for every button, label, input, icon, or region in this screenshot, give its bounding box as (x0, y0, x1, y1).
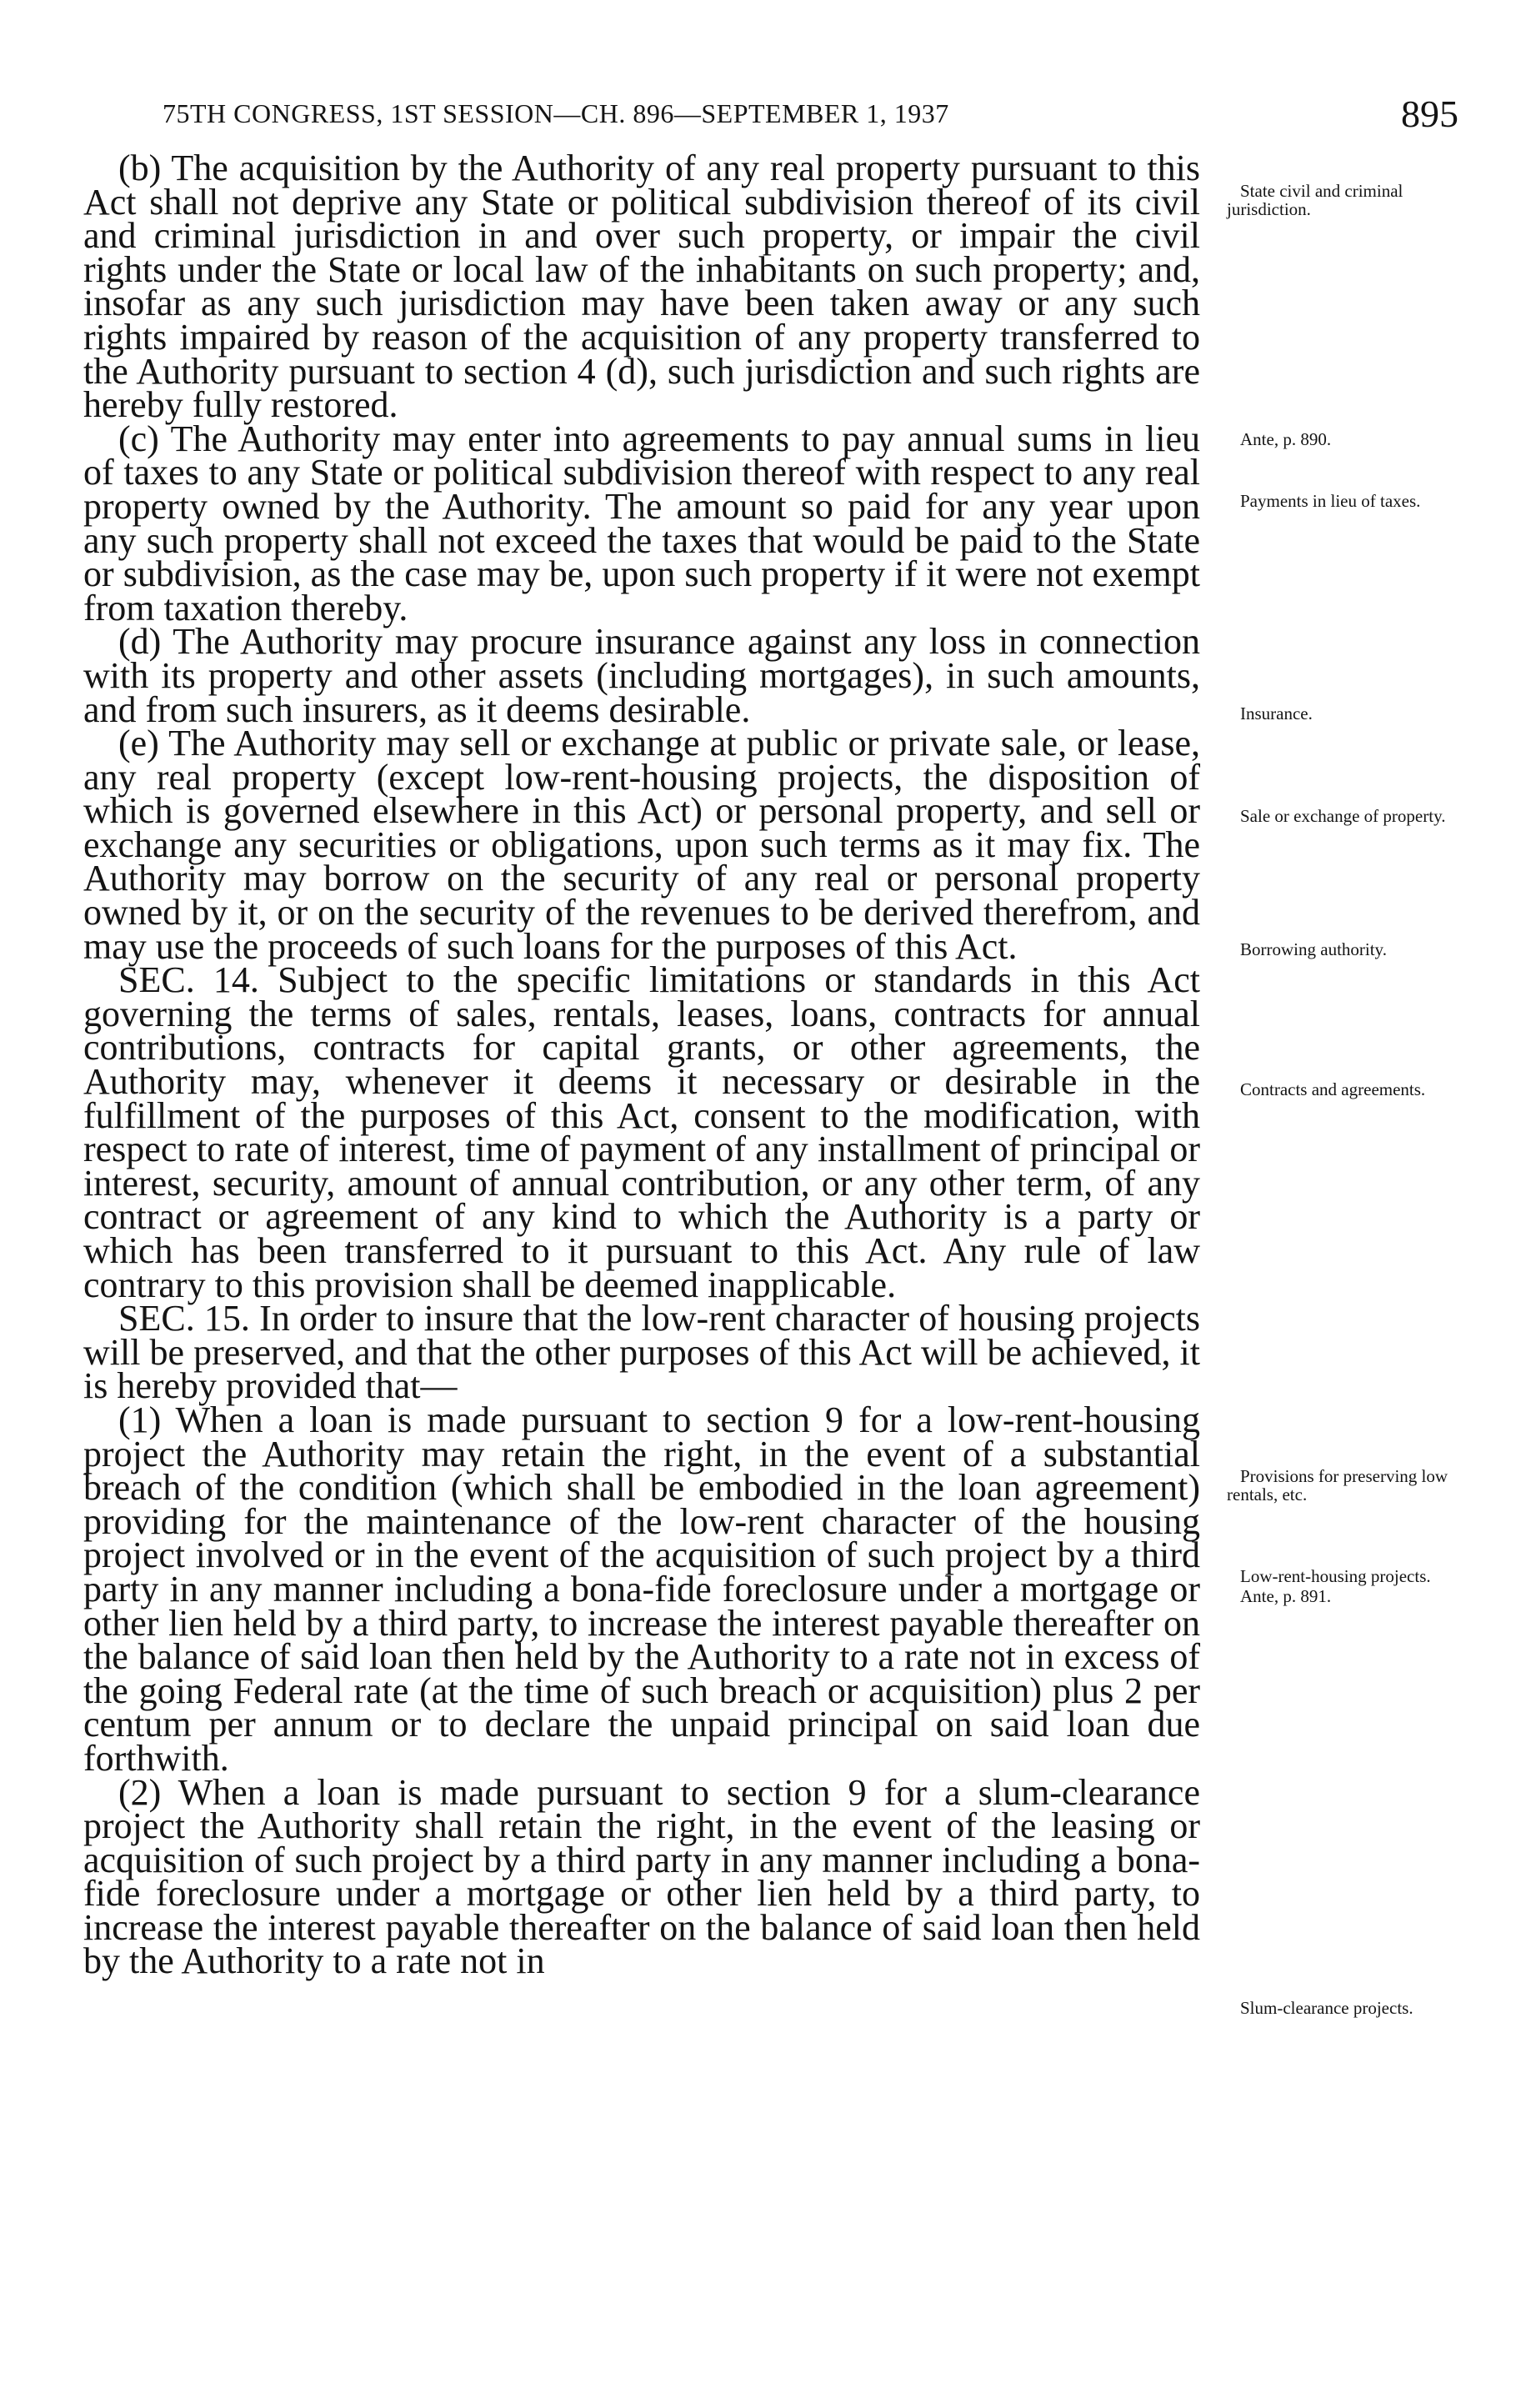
margin-note: State civil and criminal jurisdiction. (1227, 181, 1403, 219)
paragraph-15-2: (2) When a loan is made pursuant to section 9 for a slum-clearance project the Authority shall retain the right, in the event of the leasing or acquisition of such project by a third party in any manner including a bona-fide foreclosure under a mortgage or other lien held by a third party, to increase the interest payable thereafter on the balance of said loan then held by the Authority to a rate not in (83, 1771, 1200, 1982)
margin-note: Slum-clearance projects. (1240, 1998, 1413, 2018)
margin-note: Contracts and agreements. (1240, 1079, 1426, 1099)
margin-note-ref: Ante, p. 891. (1240, 1586, 1332, 1606)
margin-note: Low-rent-housing projects. (1240, 1566, 1431, 1586)
margin-notes (1227, 0, 1477, 2408)
paragraph-13e: (e) The Authority may sell or exchange at public or private sale, or lease, any real property (except low-rent-housing projects, the disposition of which is governed elsewhere in this Act) or personal property, and sell or exchange any securities or obligations, upon such terms as it may fix. The Authority may borrow on the security of any real or personal property owned by it, or on the security of the revenues to be derived therefrom, and may use the proceeds of such loans for the purposes of this Act. (83, 723, 1200, 967)
paragraph-13b: (b) The acquisition by the Authority of any real property pursuant to this Act shall not deprive any State or political subdivision thereof of its civil and criminal jurisdiction in and over such property, or impair the civil rights under the State or local law of the inhabitants on such property; and, insofar as any such jurisdiction may have been taken away or any such rights impaired by reason of the acquisition of any property transferred to the Authority pursuant to section 4 (d), such jurisdiction and such rights are hereby fully restored. (83, 148, 1200, 426)
paragraph-sec-14: SEC. 14. Subject to the specific limitations or standards in this Act governing the terms of sales, rentals, leases, loans, contracts for annual contributions, contracts for capital grants, or other agreements, the Authority may, whenever it deems it necessary or desirable in the fulfillment of the purposes of this Act, consent to the modification, with respect to rate of interest, time of payment of any installment of principal or interest, security, amount of annual contribution, or any other term, of any contract or agreement of any kind to which the Authority is a party or which has been transferred to it pursuant to this Act. Any rule of law contrary to this provision shall be deemed inapplicable. (83, 959, 1200, 1305)
margin-note: Insurance. (1240, 703, 1313, 723)
margin-note: Provisions for preserving low rentals, etc. (1227, 1466, 1448, 1504)
margin-note: Sale or exchange of property. (1240, 806, 1446, 826)
page-number: 895 (1401, 93, 1458, 135)
margin-note: Payments in lieu of taxes. (1240, 491, 1421, 511)
margin-note: Borrowing authority. (1240, 939, 1387, 959)
paragraph-sec-15: SEC. 15. In order to insure that the low-rent character of housing projects will be preserved, and that the other purposes of this Act will be achieved, it is hereby provided that— (83, 1298, 1200, 1407)
paragraph-13d: (d) The Authority may procure insurance against any loss in connection with its property and other assets (including mortgages), in such amounts, and from such insurers, as it deems desirable. (83, 621, 1200, 730)
running-head: 75TH CONGRESS, 1ST SESSION—CH. 896—SEPTEMBER 1, 1937 (163, 98, 949, 128)
paragraph-15-1: (1) When a loan is made pursuant to section 9 for a low-rent-housing project the Authority may retain the right, in the event of a substantial breach of the condition (which shall be embodied in the loan agreement) providing for the maintenance of the low-rent character of the housing project involved or in the event of the acquisition of such project by a third party in any manner including a bona-fide foreclosure under a mortgage or other lien held by a third party, to increase the interest payable thereafter on the balance of said loan then held by the Authority to a rate not in excess of the going Federal rate (at the time of such breach or acquisition) plus 2 per centum per annum or to declare the unpaid principal on said loan due forthwith. (83, 1399, 1200, 1779)
main-text (83, 148, 1200, 1982)
margin-note-ref: Ante, p. 890. (1240, 429, 1332, 449)
paragraph-13c: (c) The Authority may enter into agreements to pay annual sums in lieu of taxes to any State or political subdivision thereof with respect to any real property owned by the Authority. The amount so paid for any year upon any such property shall not exceed the taxes that would be paid to the State or subdivision, as the case may be, upon such property if it were not exempt from taxation thereby. (83, 418, 1200, 628)
